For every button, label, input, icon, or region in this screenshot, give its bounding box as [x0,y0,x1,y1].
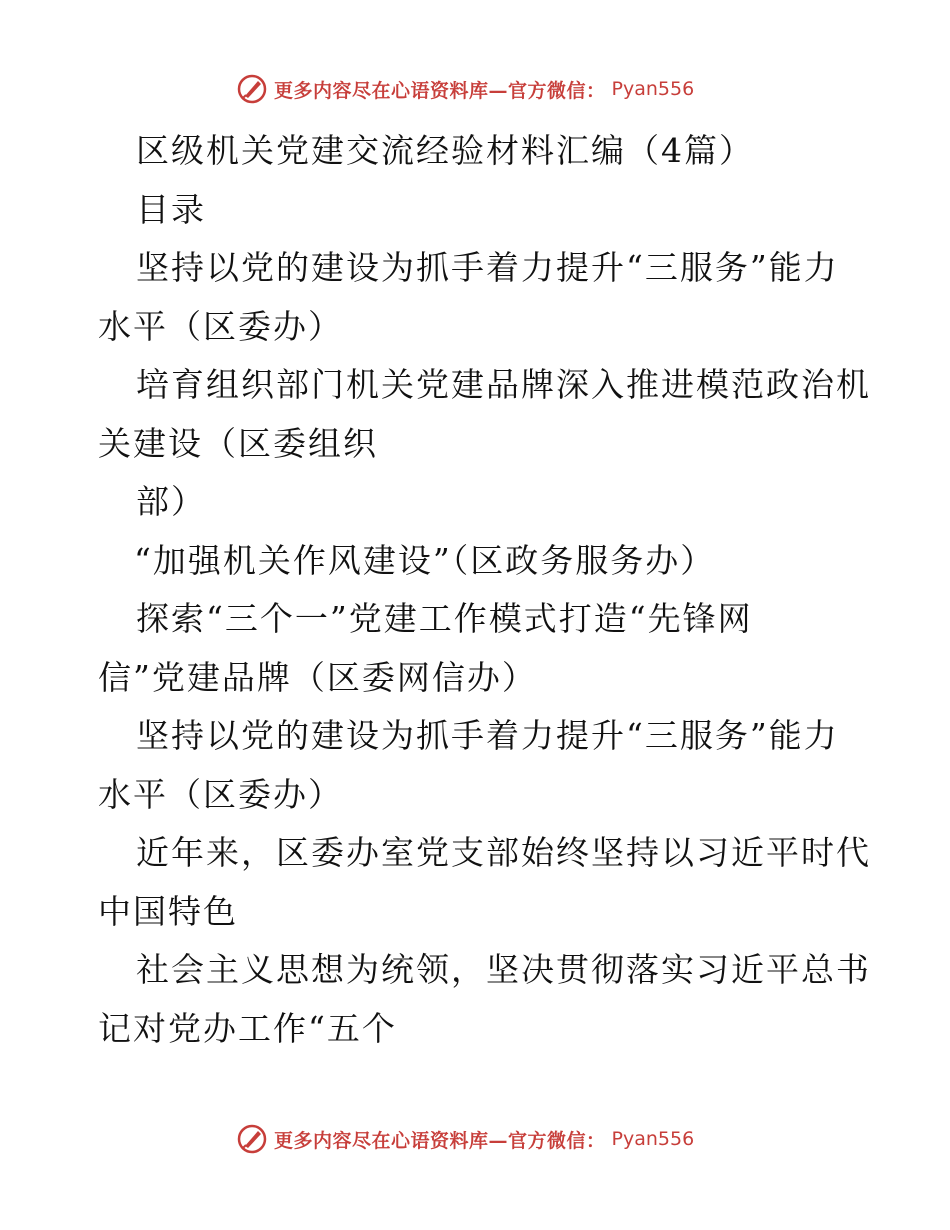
document-title: 区级机关党建交流经验材料汇编（4篇） [136,131,754,170]
section-heading: 坚持以党的建设为抓手着力提升“三服务”能力 [136,716,839,755]
toc-entry: 探索“三个一”党建工作模式打造“先锋网 [136,599,753,638]
toc-heading: 目录 [136,189,206,229]
toc-entry-continued: 信”党建品牌（区委网信办） [98,657,537,697]
document-body [98,122,871,1058]
toc-entry-continued: 关建设（区委组织 [98,423,378,463]
footer-banner [236,1122,694,1156]
toc-entry: “加强机关作风建设”（区政务服务办） [134,540,716,580]
toc-entry: 坚持以党的建设为抓手着力提升“三服务”能力 [136,248,839,287]
banner-wechat-id: Pyan556 [611,1128,695,1150]
banner-wechat-id: Pyan556 [611,78,695,100]
paragraph-line: 记对党办工作“五个 [98,1008,397,1048]
banner-text: 更多内容尽在心语资料库—官方微信： [274,1129,606,1152]
quill-pen-icon [236,73,268,105]
paragraph-line: 中国特色 [98,891,238,931]
toc-entry: 培育组织部门机关党建品牌深入推进模范政治机 [136,365,871,404]
banner-text: 更多内容尽在心语资料库—官方微信： [274,79,606,102]
quill-pen-icon [236,1123,268,1155]
toc-entry-continued: 水平（区委办） [98,306,343,346]
paragraph-line: 近年来，区委办室党支部始终坚持以习近平时代 [136,833,871,872]
header-banner [236,72,694,106]
toc-entry-continued: 部） [136,482,206,521]
section-heading-continued: 水平（区委办） [98,774,343,814]
paragraph-line: 社会主义思想为统领，坚决贯彻落实习近平总书 [136,950,871,989]
